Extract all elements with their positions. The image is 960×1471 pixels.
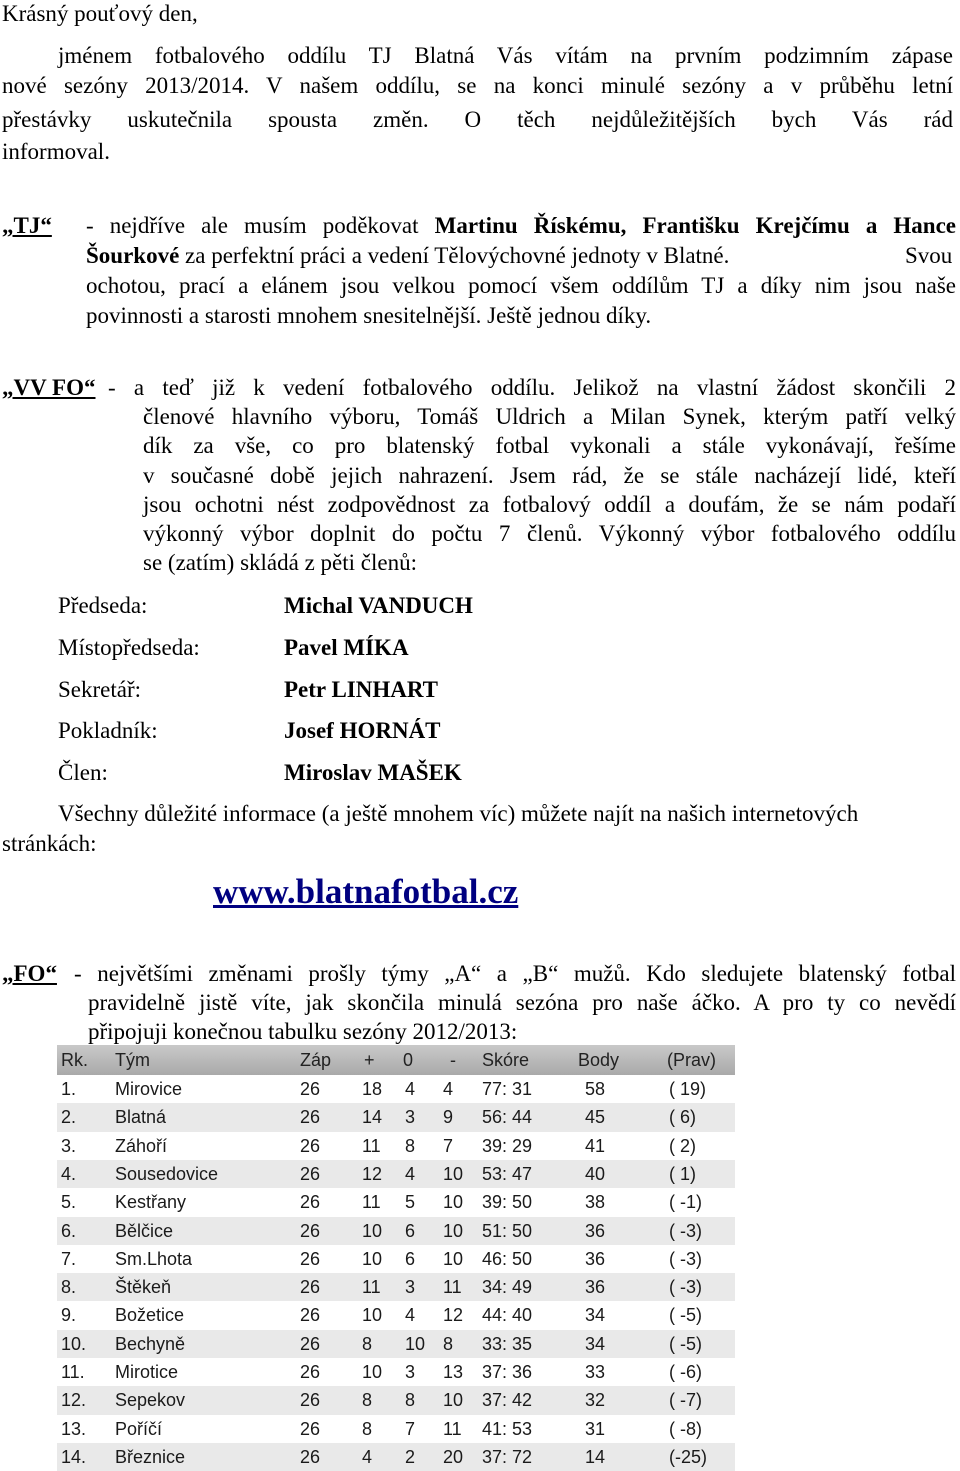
vvfo-line-1: - a teď již k vedení fotbalového oddílu. Jelikož na vlastní žádost skončili 2	[108, 375, 956, 400]
table-cell-rank: 13.	[61, 1418, 87, 1439]
table-cell-rank: 10.	[61, 1333, 87, 1354]
table-cell-played: 26	[300, 1135, 321, 1156]
table-cell-points: 34	[585, 1333, 606, 1354]
table-cell-team: Březnice	[115, 1446, 186, 1467]
table-row	[57, 1188, 735, 1216]
table-cell-losses: 11	[443, 1418, 462, 1439]
table-cell-prav: ( -3)	[669, 1248, 702, 1269]
table-cell-draws: 4	[405, 1163, 416, 1184]
table-cell-points: 14	[585, 1446, 606, 1467]
intro-line-1: jménem fotbalového oddílu TJ Blatná Vás vítám na prvním podzimním zápase	[58, 43, 953, 68]
table-header	[57, 1045, 735, 1075]
table-cell-prav: ( -3)	[669, 1220, 702, 1241]
header-points: Body	[578, 1050, 620, 1070]
table-cell-rank: 12.	[61, 1390, 87, 1411]
table-cell-played: 26	[300, 1390, 321, 1411]
table-cell-team: Mirovice	[115, 1079, 183, 1099]
table-cell-points: 38	[585, 1192, 606, 1213]
table-cell-prav: ( -5)	[669, 1305, 702, 1326]
table-cell-points: 34	[585, 1305, 606, 1326]
vvfo-line-2: členové hlavního výboru, Tomáš Uldrich a Milan Synek, kterým patří velký	[143, 404, 956, 429]
info-line-1: Všechny důležité informace (a ještě mnohem víc) můžete najít na našich internetových	[58, 801, 859, 826]
table-row	[57, 1330, 735, 1358]
table-cell-draws: 6	[405, 1248, 416, 1269]
table-row	[57, 1358, 735, 1386]
table-row	[57, 1301, 735, 1329]
table-cell-score: 37: 36	[482, 1362, 533, 1382]
header-plus: +	[364, 1050, 375, 1070]
table-cell-played: 26	[300, 1305, 321, 1326]
table-cell-points: 36	[585, 1248, 606, 1269]
table-cell-rank: 1.	[61, 1079, 77, 1099]
table-cell-points: 45	[585, 1107, 606, 1128]
table-cell-score: 56: 44	[482, 1107, 533, 1128]
table-cell-losses: 7	[443, 1135, 454, 1156]
table-cell-points: 33	[585, 1362, 606, 1382]
table-cell-prav: ( -1)	[669, 1192, 702, 1213]
header-team: Tým	[115, 1050, 150, 1070]
table-row	[57, 1273, 735, 1301]
table-cell-score: 39: 29	[482, 1135, 533, 1156]
tj-label: „TJ“	[2, 213, 52, 238]
table-cell-prav: ( -7)	[669, 1390, 702, 1411]
table-cell-draws: 3	[405, 1107, 416, 1128]
table-cell-score: 41: 53	[482, 1418, 533, 1439]
table-cell-score: 44: 40	[482, 1305, 533, 1326]
table-cell-score: 39: 50	[482, 1192, 533, 1213]
board-role: Pokladník:	[58, 718, 158, 743]
table-cell-points: 36	[585, 1220, 606, 1241]
table-cell-losses: 8	[443, 1333, 454, 1354]
table-cell-played: 26	[300, 1192, 321, 1213]
table-cell-team: Blatná	[115, 1107, 167, 1128]
greeting: Krásný pouťový den,	[2, 1, 198, 26]
fo-label: „FO“	[2, 961, 57, 986]
tj-line-1: - nejdříve ale musím poděkovat Martinu Řískému, Františku Krejčímu a Hance	[86, 213, 956, 238]
table-cell-losses: 10	[443, 1163, 464, 1184]
website-link[interactable]: www.blatnafotbal.cz	[213, 872, 519, 911]
board-name: Pavel MÍKA	[284, 635, 409, 660]
table-cell-wins: 10	[362, 1305, 383, 1326]
table-row	[57, 1443, 735, 1471]
table-cell-rank: 2.	[61, 1107, 77, 1128]
info-line-2: stránkách:	[2, 831, 97, 856]
table-cell-losses: 10	[443, 1220, 464, 1241]
table-cell-prav: ( 2)	[669, 1135, 696, 1156]
board-name: Petr LINHART	[284, 677, 439, 702]
tj-line-2-tail: Svou	[905, 243, 953, 268]
table-cell-team: Bělčice	[115, 1220, 174, 1241]
table-cell-team: Záhoří	[115, 1135, 168, 1156]
tj-line-2: Šourkové za perfektní práci a vedení Tělovýchovné jednoty v Blatné.	[86, 243, 730, 268]
table-cell-wins: 10	[362, 1362, 383, 1382]
table-cell-played: 26	[300, 1333, 321, 1354]
table-cell-losses: 10	[443, 1192, 464, 1213]
table-cell-draws: 3	[405, 1362, 416, 1382]
table-cell-score: 34: 49	[482, 1277, 533, 1298]
table-cell-prav: ( 6)	[669, 1107, 696, 1128]
table-cell-points: 32	[585, 1390, 606, 1411]
table-cell-wins: 14	[362, 1107, 383, 1128]
table-cell-rank: 5.	[61, 1192, 77, 1213]
table-cell-rank: 4.	[61, 1163, 77, 1184]
table-cell-draws: 2	[405, 1446, 416, 1467]
vvfo-line-7: se (zatím) skládá z pěti členů:	[143, 550, 417, 575]
table-cell-score: 53: 47	[482, 1163, 533, 1184]
vvfo-label: „VV FO“	[2, 375, 96, 400]
table-cell-draws: 4	[405, 1079, 416, 1099]
table-cell-score: 46: 50	[482, 1248, 533, 1269]
board-name: Miroslav MAŠEK	[284, 760, 462, 785]
table-cell-team: Kestřany	[115, 1192, 187, 1213]
header-prav: (Prav)	[667, 1050, 716, 1070]
tj-line-3: ochotou, prací a elánem jsou velkou pomocí všem oddílům TJ a díky nim jsou naše	[86, 273, 956, 298]
table-cell-score: 37: 72	[482, 1446, 533, 1467]
intro-line-2: nové sezóny 2013/2014. V našem oddílu, se na konci minulé sezóny a v průběhu letní	[2, 73, 953, 98]
header-zap: Záp	[300, 1050, 332, 1070]
table-cell-prav: ( -6)	[669, 1362, 702, 1382]
table-cell-played: 26	[300, 1220, 321, 1241]
fo-line-1: - největšími změnami prošly týmy „A“ a „B“ mužů. Kdo sledujete blatenský fotbal	[74, 961, 956, 986]
table-cell-wins: 11	[362, 1277, 381, 1298]
board-role: Člen:	[58, 760, 108, 785]
table-cell-rank: 9.	[61, 1305, 77, 1326]
tj-line-4: povinnosti a starosti mnohem snesitelnější. Ještě jednou díky.	[86, 303, 652, 328]
table-cell-prav: ( 1)	[669, 1163, 696, 1184]
table-cell-team: Sousedovice	[115, 1163, 219, 1184]
table-cell-played: 26	[300, 1446, 321, 1467]
board-role: Předseda:	[58, 593, 148, 618]
table-cell-played: 26	[300, 1163, 321, 1184]
table-cell-team: Poříčí	[115, 1418, 163, 1439]
table-cell-prav: ( 19)	[669, 1079, 707, 1099]
table-cell-score: 37: 42	[482, 1390, 533, 1411]
table-cell-played: 26	[300, 1079, 321, 1099]
table-cell-draws: 5	[405, 1192, 416, 1213]
table-cell-wins: 12	[362, 1163, 383, 1184]
table-cell-played: 26	[300, 1248, 321, 1269]
table-cell-team: Mirotice	[115, 1362, 179, 1382]
table-row	[57, 1132, 735, 1160]
table-cell-losses: 10	[443, 1248, 464, 1269]
table-cell-points: 58	[585, 1079, 606, 1099]
intro-line-4: informoval.	[2, 139, 110, 164]
table-cell-points: 36	[585, 1277, 606, 1298]
table-cell-played: 26	[300, 1107, 321, 1128]
header-minus: -	[450, 1050, 456, 1070]
table-cell-score: 77: 31	[482, 1079, 533, 1099]
table-cell-points: 41	[585, 1135, 606, 1156]
fo-line-2: pravidelně jistě víte, jak skončila minulá sezóna pro naše áčko. A pro ty co nevědí	[88, 990, 956, 1015]
vvfo-line-3: dík za vše, co pro blatenský fotbal vykonali a stále vykonávají, řešíme	[143, 433, 956, 458]
table-cell-draws: 8	[405, 1390, 416, 1411]
vvfo-line-6: výkonný výbor doplnit do počtu 7 členů. Výkonný výbor fotbalového oddílu	[143, 521, 956, 546]
table-cell-team: Štěkeň	[115, 1277, 172, 1298]
table-cell-losses: 12	[443, 1305, 464, 1326]
table-cell-points: 40	[585, 1163, 606, 1184]
intro-line-3: přestávky uskutečnila spousta změn. O těch nejdůležitějších bych Vás rád	[2, 107, 953, 132]
header-score: Skóre	[482, 1050, 530, 1070]
table-cell-wins: 8	[362, 1333, 373, 1354]
table-cell-wins: 4	[362, 1446, 373, 1467]
table-cell-team: Bechyně	[115, 1333, 186, 1354]
table-cell-losses: 11	[443, 1277, 462, 1298]
header-rk: Rk.	[61, 1050, 88, 1070]
table-cell-wins: 8	[362, 1418, 373, 1439]
table-cell-prav: ( -8)	[669, 1418, 702, 1439]
table-row	[57, 1217, 735, 1245]
table-cell-losses: 10	[443, 1390, 464, 1411]
table-cell-rank: 8.	[61, 1277, 77, 1298]
table-cell-losses: 20	[443, 1446, 464, 1467]
board-name: Josef HORNÁT	[284, 718, 441, 743]
table-cell-score: 51: 50	[482, 1220, 533, 1241]
table-cell-rank: 3.	[61, 1135, 77, 1156]
table-row	[57, 1415, 735, 1443]
table-cell-rank: 14.	[61, 1446, 87, 1467]
table-cell-wins: 10	[362, 1248, 383, 1269]
table-cell-rank: 6.	[61, 1220, 77, 1241]
fo-line-3: připojuji konečnou tabulku sezóny 2012/2013:	[88, 1019, 518, 1044]
table-cell-wins: 18	[362, 1079, 383, 1099]
table-cell-points: 31	[585, 1418, 606, 1439]
table-row	[57, 1160, 735, 1188]
table-cell-prav: ( -5)	[669, 1333, 702, 1354]
table-cell-losses: 13	[443, 1362, 464, 1382]
table-cell-draws: 7	[405, 1418, 416, 1439]
table-row	[57, 1103, 735, 1131]
table-cell-losses: 4	[443, 1079, 454, 1099]
table-cell-played: 26	[300, 1418, 321, 1439]
table-cell-rank: 11.	[61, 1362, 85, 1382]
table-cell-team: Sm.Lhota	[115, 1248, 193, 1269]
table-cell-draws: 6	[405, 1220, 416, 1241]
table-cell-wins: 10	[362, 1220, 383, 1241]
table-cell-draws: 10	[405, 1333, 426, 1354]
table-cell-draws: 4	[405, 1305, 416, 1326]
header-zero: 0	[403, 1050, 414, 1070]
table-cell-prav: (-25)	[669, 1446, 708, 1467]
table-cell-draws: 3	[405, 1277, 416, 1298]
board-role: Místopředseda:	[58, 635, 200, 660]
table-cell-wins: 11	[362, 1135, 381, 1156]
table-cell-played: 26	[300, 1362, 321, 1382]
vvfo-line-5: jsou ochotni nést zodpovědnost za fotbalový oddíl a doufám, že se nám podaří	[143, 492, 956, 517]
table-row	[57, 1245, 735, 1273]
table-cell-score: 33: 35	[482, 1333, 533, 1354]
table-cell-draws: 8	[405, 1135, 416, 1156]
board-role: Sekretář:	[58, 677, 142, 702]
table-cell-wins: 8	[362, 1390, 373, 1411]
table-cell-wins: 11	[362, 1192, 381, 1213]
table-row	[57, 1386, 735, 1414]
league-table	[57, 1045, 735, 1471]
table-cell-team: Božetice	[115, 1305, 185, 1326]
table-cell-team: Sepekov	[115, 1390, 186, 1411]
table-cell-prav: ( -3)	[669, 1277, 702, 1298]
vvfo-line-4: v současné době jejich nahrazení. Jsem rád, že se stále nacházejí lidé, kteří	[143, 463, 956, 488]
table-row	[57, 1075, 735, 1103]
table-cell-rank: 7.	[61, 1248, 77, 1269]
board-name: Michal VANDUCH	[284, 593, 473, 618]
table-cell-played: 26	[300, 1277, 321, 1298]
table-cell-losses: 9	[443, 1107, 454, 1128]
